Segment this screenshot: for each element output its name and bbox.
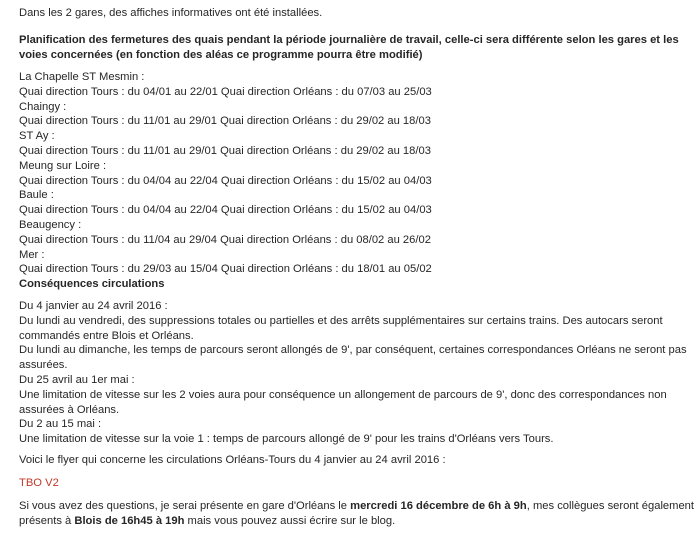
contact-line	[19, 499, 694, 514]
consequence-line: assurées à Orléans.	[19, 403, 120, 416]
station-schedule-list	[19, 70, 639, 277]
station-schedule: Quai direction Tours : du 11/01 au 29/01 Quai direction Orléans : du 29/02 au 18/03	[19, 115, 431, 128]
station-name: La Chapelle ST Mesmin :	[19, 71, 145, 83]
station-name: Chaingy :	[19, 100, 67, 113]
consequence-line: assurées.	[19, 359, 68, 372]
planning-heading-line: voies concernées (en fonction des aléas ce programme pourra être modifié)	[19, 48, 423, 61]
consequence-line: Du lundi au dimanche, les temps de parcours seront allongés de 9', par conséquent, certaines correspondances Orléans ne seront pas	[19, 344, 687, 357]
contact-text: , mes collègues seront également	[526, 500, 694, 512]
station-schedule: Quai direction Tours : du 11/01 au 29/01 Quai direction Orléans : du 29/02 au 18/03	[19, 144, 431, 157]
contact-text: mais vous pouvez aussi écrire sur le blog.	[184, 514, 396, 527]
station-schedule: Quai direction Tours : du 11/04 au 29/04 Quai direction Orléans : du 08/02 au 26/02	[19, 233, 431, 246]
contact-paragraph	[19, 499, 694, 529]
period-label: Du 2 au 15 mai :	[19, 418, 102, 431]
intro-text: Dans les 2 gares, des affiches informatives ont été installées.	[19, 7, 323, 19]
contact-text: Si vous avez des questions, je serai présente en gare d'Orléans le	[19, 500, 351, 512]
contact-date: mercredi 16 décembre de 6h à 9h	[350, 500, 527, 512]
flyer-link[interactable]: TBO V2	[19, 477, 59, 489]
station-schedule: Quai direction Tours : du 04/04 au 22/04 Quai direction Orléans : du 15/02 au 04/03	[19, 204, 432, 217]
station-schedule: Quai direction Tours : du 29/03 au 15/04 Quai direction Orléans : du 18/01 au 05/02	[19, 263, 432, 276]
station-name: Beaugency :	[19, 218, 82, 231]
contact-text: présents à	[19, 514, 75, 527]
station-name: Meung sur Loire :	[19, 159, 107, 172]
station-schedule: Quai direction Tours : du 04/04 au 22/04 Quai direction Orléans : du 15/02 au 04/03	[19, 174, 432, 187]
station-name: Baule :	[19, 189, 54, 202]
consequences-body	[19, 299, 687, 447]
flyer-text: Voici le flyer qui concerne les circulations Orléans-Tours du 4 janvier au 24 avril 2016 :	[19, 454, 446, 466]
station-name: ST Ay :	[19, 130, 55, 143]
period-label: Du 4 janvier au 24 avril 2016 :	[19, 300, 168, 312]
station-schedule: Quai direction Tours : du 04/01 au 22/01 Quai direction Orléans : du 07/03 au 25/03	[19, 85, 432, 98]
station-name: Mer :	[19, 248, 45, 261]
contact-blois-time: Blois de 16h45 à 19h	[74, 514, 185, 527]
planning-heading-line: Planification des fermetures des quais pendant la période journalière de travail, celle-ci sera différente selon les gares et les	[19, 34, 679, 46]
consequence-line: Du lundi au vendredi, des suppressions totales ou partielles et des arrêts supplémentaires sur certains trains. Des autocars seront	[19, 314, 663, 327]
consequence-line: commandés entre Blois et Orléans.	[19, 329, 194, 342]
period-label: Du 25 avril au 1er mai :	[19, 373, 135, 386]
consequence-line: Une limitation de vitesse sur la voie 1 : temps de parcours allongé de 9' pour les trains d'Orléans vers Tours.	[19, 433, 554, 446]
consequences-heading: Conséquences circulations	[19, 278, 165, 290]
contact-line	[19, 514, 639, 529]
consequence-line: Une limitation de vitesse sur les 2 voies aura pour conséquence un allongement de parcours de 9', donc des correspondances non	[19, 388, 667, 401]
planning-heading	[19, 33, 679, 63]
